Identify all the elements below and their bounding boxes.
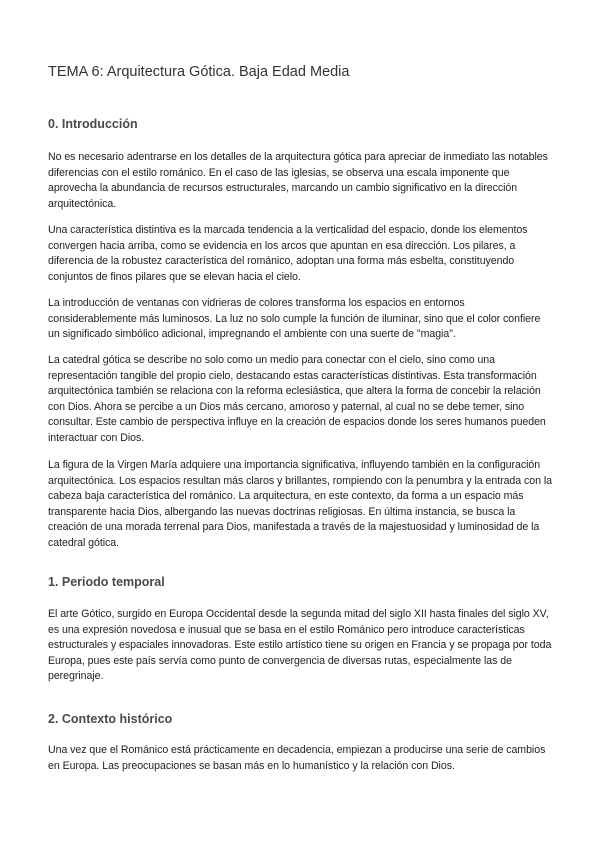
paragraph: La introducción de ventanas con vidrieras de colores transforma los espacios en entornos considerablemente más luminosos. La luz no solo cumple la función de iluminar, sino que el color confiere un significado simbólico adicional, impregnando el ambiente con una suerte de "magia". xyxy=(48,297,541,341)
paragraph: El arte Gótico, surgido en Europa Occidental desde la segunda mitad del siglo XII hasta finales del siglo XV, es una expresión novedosa e inusual que se basa en el estilo Románico pero introduce características estructurales y espaciales innovadoras. Este estilo artístico tiene su origen en Francia y se propaga por toda Europa, pues este país servía como punto de convergencia de diversas rutas, especialmente las de peregrinaje. xyxy=(48,608,552,683)
paragraph: Una vez que el Románico está prácticamente en decadencia, empiezan a producirse una serie de cambios en Europa. Las preocupaciones se basan más en lo humanístico y la relación con Dios. xyxy=(48,744,546,772)
paragraph: La catedral gótica se describe no solo como un medio para conectar con el cielo, sino como una representación tangible del propio cielo, destacando estas características distintivas. Esta transformación arquitectónica también se relaciona con la reforma eclesiástica, que altera la forma de concebir la relación con Dios. Ahora se percibe a un Dios más cercano, amoroso y paternal, al cual no se debe temer, sino consultar. Este cambio de perspectiva influye en la creación de espacios donde los seres humanos pueden interactuar con Dios. xyxy=(48,354,546,444)
section-heading-contexto-historico: 2. Contexto histórico xyxy=(48,712,173,726)
document-title: TEMA 6: Arquitectura Gótica. Baja Edad Media xyxy=(48,64,350,80)
section-heading-introduccion: 0. Introducción xyxy=(48,117,138,131)
paragraph: La figura de la Virgen María adquiere una importancia significativa, influyendo también en la configuración arquitectónica. Los espacios resultan más claros y brillantes, rompiendo con la penumbra y la entrada con la cabeza baja característica del románico. La arquitectura, en este contexto, da forma a un espacio más transparente hacia Dios, albergando las nuevas doctrinas religiosas. En última instancia, se busca la creación de una morada terrenal para Dios, manifestada a través de la majestuosidad y luminosidad de la catedral gótica. xyxy=(48,459,552,549)
paragraph: Una característica distintiva es la marcada tendencia a la verticalidad del espacio, donde los elementos convergen hacia arriba, como se evidencia en los arcos que apuntan en esa dirección. Los pilares, a diferencia de la robustez característica del románico, adoptan una forma más esbelta, constituyendo conjuntos de finos pilares que se elevan hacia el cielo. xyxy=(48,224,528,283)
paragraph: No es necesario adentrarse en los detalles de la arquitectura gótica para apreciar de inmediato las notables diferencias con el estilo románico. En el caso de las iglesias, se observa una escala imponente que aprovecha la abundancia de recursos estructurales, marcando un cambio significativo en la dirección arquitectónica. xyxy=(48,151,548,210)
section-heading-periodo-temporal: 1. Periodo temporal xyxy=(48,575,165,589)
